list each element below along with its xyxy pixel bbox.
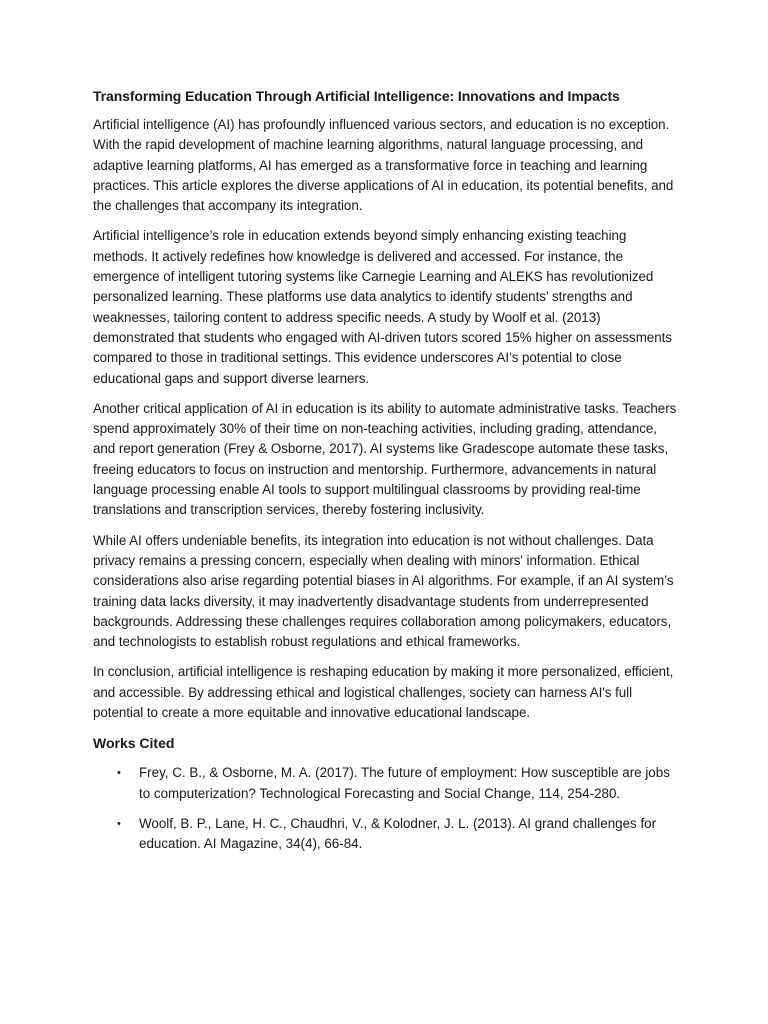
paragraph-challenges: While AI offers undeniable benefits, its integration into education is not without challenges. Data privacy remains a pressing concern, especially when dealing with minors' information. Ethical considerations also arise regarding potential biases in AI algorithms. For example, if an AI system’s training data lacks diversity, it may inadvertently disadvantage students from underrepresented backgrounds. Addressing these challenges requires collaboration among policymakers, educators, and technologists to establish robust regulations and ethical frameworks. <box>93 532 674 650</box>
paragraph-intro: Artificial intelligence (AI) has profoundly influenced various sectors, and education is no exception. With the rapid development of machine learning algorithms, natural language processing, and adaptive learning platforms, AI has emerged as a transformative force in teaching and learning practices. This article explores the diverse applications of AI in education, its potential benefits, and the challenges that accompany its integration. <box>93 117 674 214</box>
reference-text: Frey, C. B., & Osborne, M. A. (2017). The future of employment: How susceptible are jobs to computerization? Technological Forecasting and Social Change, 114, 254-280. <box>139 765 670 801</box>
reference-text: Woolf, B. P., Lane, H. C., Chaudhri, V., & Kolodner, J. L. (2013). AI grand challenges for education. AI Magazine, 34(4), 66-84. <box>139 815 657 852</box>
paragraph-role: Artificial intelligence’s role in education extends beyond simply enhancing existing teaching methods. It actively redefines how knowledge is delivered and accessed. For instance, the emergence of intelligent tutoring systems like Carnegie Learning and ALEKS has revolutionized personalized learning. These platforms use data analytics to identify students’ strengths and weaknesses, tailoring content to address specific needs. A study by Woolf et al. (2013) demonstrated that students who engaged with AI-driven tutors scored 15% higher on assessments compared to those in traditional settings. This evidence underscores AI’s potential to close educational gaps and support diverse learners. <box>93 228 672 386</box>
paragraph-conclusion: In conclusion, artificial intelligence is reshaping education by making it more personalized, efficient, and accessible. By addressing ethical and logistical challenges, society can harness AI's full potential to create a more equitable and innovative educational landscape. <box>93 664 674 721</box>
works-cited-list <box>93 763 677 854</box>
paragraph-administration: Another critical application of AI in education is its ability to automate administrative tasks. Teachers spend approximately 30% of their time on non-teaching activities, including grading, attendance, and report generation (Frey & Osborne, 2017). AI systems like Gradescope automate these tasks, freeing educators to focus on instruction and mentorship. Furthermore, advancements in natural language processing enable AI tools to support multilingual classrooms by providing real-time translations and transcription services, thereby fostering inclusivity. <box>93 400 677 518</box>
document-page <box>93 86 677 865</box>
list-item <box>93 763 677 804</box>
bullet-icon: • <box>117 817 121 830</box>
works-cited-heading: Works Cited <box>93 735 175 752</box>
bullet-icon: • <box>117 767 121 780</box>
document-title: Transforming Education Through Artificial Intelligence: Innovations and Impacts <box>93 88 620 104</box>
list-item <box>93 814 677 855</box>
